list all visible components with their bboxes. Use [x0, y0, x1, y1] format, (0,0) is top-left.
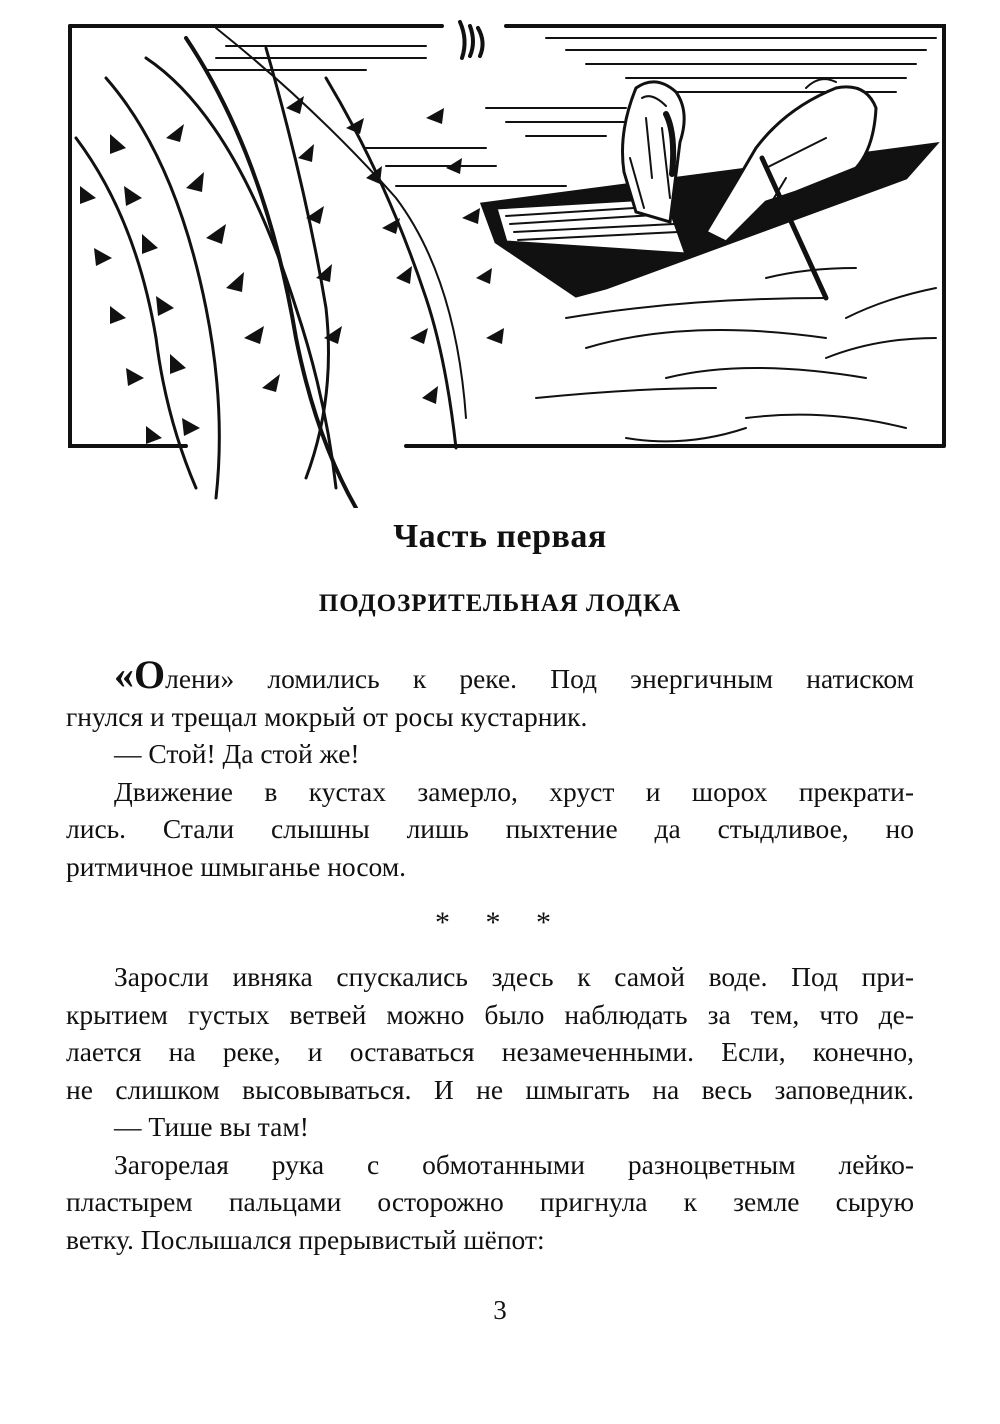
page-number: 3 [493, 1295, 507, 1325]
paragraph-line: ритмичное шмыганье носом. [66, 850, 407, 882]
section-separator: * * * [435, 906, 565, 939]
drop-cap-quote: « [114, 652, 134, 697]
paragraph-line: лись. Стали слышны лишь пыхтение да стыдливое, но [66, 813, 914, 844]
paragraph-line: — Стой! Да стой же! [114, 738, 360, 769]
paragraph-line: Движение в кустах замерло, хруст и шорох прекрати- [114, 775, 914, 807]
chapter-title: ПОДОЗРИТЕЛЬНАЯ ЛОДКА [318, 590, 682, 617]
river-boat-willow-illustration-icon [66, 18, 948, 508]
paragraph-line: — Тише вы там! [114, 1111, 309, 1142]
paragraph-line [66, 652, 914, 698]
drop-cap: О [134, 652, 166, 697]
part-title: Часть первая [393, 518, 607, 555]
paragraph-line: лается на реке, и оставаться незамеченными. Если, конечно, [66, 1036, 914, 1067]
paragraph-line: крытием густых ветвей можно было наблюдать за тем, что де- [66, 998, 914, 1030]
paragraph-line: гнулся и трещал мокрый от росы кустарник. [66, 700, 588, 732]
paragraph-line: пластырем пальцами осторожно пригнула к земле сырую [66, 1186, 914, 1217]
section-1 [66, 652, 914, 885]
paragraph-text: лени» ломились к реке. Под энергичным натиском [165, 663, 914, 694]
section-2 [66, 958, 914, 1258]
paragraph-line: не слишком высовываться. И не шмыгать на весь заповедник. [66, 1073, 914, 1105]
paragraph-line: ветку. Послышался прерывистый шёпот: [66, 1223, 545, 1255]
paragraph-line: Заросли ивняка спускались здесь к самой воде. Под при- [114, 961, 914, 992]
paragraph-line: Загорелая рука с обмотанными разноцветным лейко- [114, 1148, 914, 1180]
